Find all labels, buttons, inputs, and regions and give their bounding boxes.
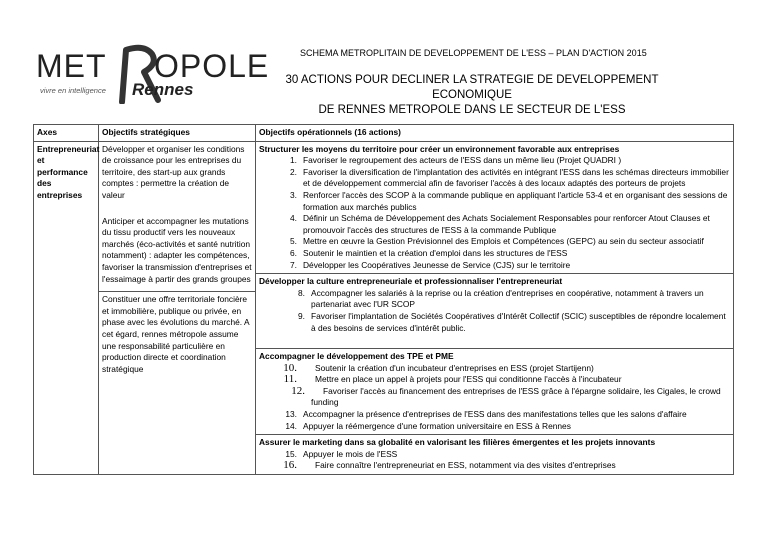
list-item: 4. Définir un Schéma de Développement des Achats Socialement Responsables pour renforcer Atout Clauses et promouvoir l'accès des structures de l'ESS à la commande Publique (290, 213, 710, 235)
list-item: 14. Appuyer la réémergence d'une formation universitaire en ESS à Rennes (285, 420, 571, 431)
list-item: 9. Favoriser l'implantation de Sociétés Coopératives d'Intérêt Collectif (SCIC) susceptibles de répondre localement à des besoins de services d'intérêt public. (298, 310, 726, 333)
strategic-objective-1: Développer et organiser les conditions de croissance pour les entreprises du territoire, des start-up aux grands comptes : permettre la création de valeur (102, 143, 245, 200)
table-header-row (34, 125, 734, 142)
list-item: 6. Soutenir le maintien et la création d'emploi dans les structures de l'ESS (290, 247, 568, 258)
strategic-objective-3: Constituer une offre territoriale foncière et immobilière, publique ou privée, en phase avec les évolutions du marché. A cet égard, rennes métropole assume une responsabilité particulière en production directe et coordination stratégique (99, 291, 255, 375)
metropole-logo (36, 48, 270, 104)
logo-city: Rennes (132, 80, 194, 99)
list-item: 11. Mettre en place un appel à projets pour l'ESS qui conditionne l'accès à l'incubateur (283, 373, 622, 386)
section-3 (256, 349, 734, 435)
list-item: 1. Favoriser le regroupement des acteurs de l'ESS dans un même lieu (Projet QUADRI ) (290, 155, 622, 166)
title-line-1: 30 ACTIONS POUR DECLINER LA STRATEGIE DE DEVELOPPEMENT ECONOMIQUE (285, 74, 659, 101)
table-row (34, 141, 734, 274)
action-list (259, 155, 730, 271)
action-table (33, 124, 734, 475)
header-operational: Objectifs opérationnels (16 actions) (256, 125, 734, 142)
list-item: 3. Renforcer l'accès des SCOP à la commande publique en appliquant l'article 53-4 et en organisant des sessions de formation aux marchés publics (290, 189, 728, 212)
section-title: Assurer le marketing dans sa globalité en valorisant les filières émergentes et les projets innovants (259, 437, 656, 448)
section-1 (256, 141, 734, 274)
list-item: 16. Faire connaître l'entrepreneuriat en ESS, notamment via des visites d'entreprises (283, 459, 616, 472)
strategic-objective-2: Anticiper et accompagner les mutations du tissu productif vers les nouveaux marchés (éco-activités et santé nutrition notamment) : adapter les compétences, favoriser la transmission d'entreprises et l'essaimage à partir des grands groupes (102, 215, 252, 284)
axis-cell: Entrepreneuriat et performance des entreprises (34, 141, 99, 474)
logo-tagline: vivre en intelligence (40, 86, 106, 95)
section-4 (256, 435, 734, 475)
section-title: Développer la culture entrepreneuriale et professionnaliser l'entrepreneuriat (259, 276, 563, 287)
action-list (259, 449, 730, 472)
section-title: Structurer les moyens du territoire pour créer un environnement favorable aux entreprises (259, 143, 620, 154)
logo-word-right: OPOLE (154, 48, 270, 84)
header-axes: Axes (34, 125, 99, 142)
header-strategic: Objectifs stratégiques (99, 125, 256, 142)
list-item: 5. Mettre en œuvre la Gestion Prévisionnel des Emplois et Compétences (GEPC) au sein du secteur associatif (290, 236, 704, 247)
action-list (259, 363, 730, 433)
list-item: 8. Accompagner les salariés à la reprise ou la création d'entreprises en coopérative, notamment à travers un partenariat avec l'UR SCOP (298, 287, 704, 310)
list-item: 12. Favoriser l'accès au financement des entreprises de l'ESS grâce à l'épargne solidaire, les Cigales, le crowd funding (291, 384, 721, 408)
title-line-2: DE RENNES METROPOLE DANS LE SECTEUR DE L'ESS (318, 104, 626, 116)
strategic-cell (99, 141, 256, 474)
document-title (262, 73, 682, 118)
action-list (259, 288, 730, 334)
document-subtitle: SCHEMA METROPLITAIN DE DEVELOPPEMENT DE L'ESS – PLAN D'ACTION 2015 (300, 48, 647, 58)
list-item: 10. Soutenir la création d'un incubateur d'entreprises en ESS (projet Startijenn) (283, 361, 594, 374)
section-title: Accompagner le développement des TPE et PME (259, 351, 454, 362)
logo-word-left: MET (36, 48, 107, 84)
list-item: 13. Accompagner la présence d'entreprises de l'ESS dans des manifestations telles que les salons d'affaire (285, 409, 687, 420)
list-item: 2. Favoriser la diversification de l'implantation des activités en intégrant l'ESS dans les schémas directeurs immobilier et de développement commercial afin de favoriser l'accès à des locaux adaptés des porteurs de projets (290, 166, 729, 189)
list-item: 7. Développer les Coopératives Jeunesse de Service (CJS) sur le territoire (290, 259, 571, 270)
section-2 (256, 274, 734, 349)
list-item: 15. Appuyer le mois de l'ESS (285, 448, 398, 459)
